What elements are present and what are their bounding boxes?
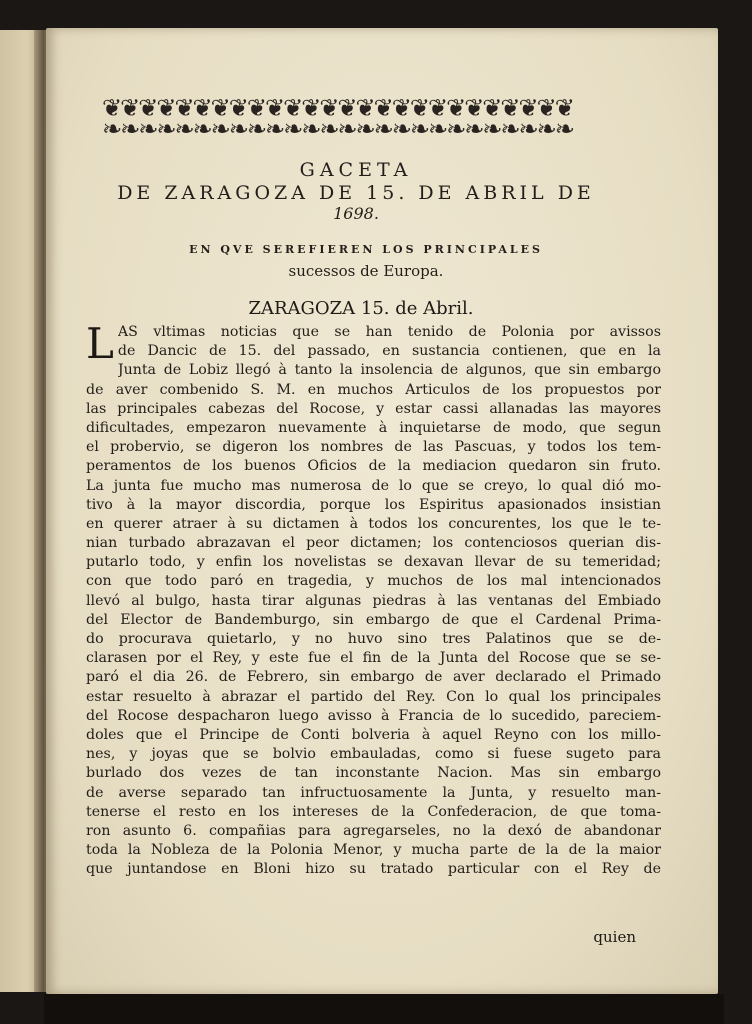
masthead-year: 1698. (333, 204, 379, 223)
article-body (86, 319, 661, 879)
ornament-border (102, 98, 662, 140)
text-line: llevó al bulgo, hasta tirar algunas piedras à las ventanas del Embiado (86, 592, 661, 609)
text-line: del Rocose despacharon luego avisso à Francia de lo sucedido, pareciem- (86, 707, 661, 724)
text-line: de averse separado tan infructuosamente la Junta, y resuelto man- (86, 784, 661, 801)
text-line: ron asunto 6. compañias para agregarseles, no la dexó de abandonar (86, 822, 661, 839)
text-line: tenerse el resto en los intereses de la Confederacion, de que toma- (86, 803, 661, 820)
text-line: las principales cabezas del Rocose, y estar cassi allanadas las mayores (86, 400, 661, 417)
book-gutter (34, 30, 44, 992)
text-line: de Dancic de 15. del passado, en sustancia contienen, que en la (117, 343, 661, 360)
text-line: que juntandose en Bloni hizo su tratado particular con el Rey de (86, 861, 661, 878)
dateline: ZARAGOZA 15. de Abril. (248, 298, 474, 319)
text-line: tivo à la mayor discordia, porque los Espiritus apasionados insistian (86, 496, 661, 513)
subtitle-line-1: EN QVE SEREFIEREN LOS PRINCIPALES (189, 243, 543, 256)
text-line: del Elector de Bandemburgo, sin embargo de que el Cardenal Prima- (86, 611, 661, 628)
text-line: el probervio, se digeron los nombres de las Pascuas, y todos los tem- (86, 439, 661, 456)
text-line: doles que el Principe de Conti bolveria à aquel Reyno con los millo- (86, 726, 661, 743)
text-line: putarlo todo, y enfin los novelistas se dexavan llevar de su temeridad; (86, 554, 661, 571)
text-line: toda la Nobleza de la Polonia Menor, y mucha parte de la de la maior (86, 842, 661, 859)
text-line: Junta de Lobiz llegó à tanto la insolencia de algunos, que sin embargo (117, 362, 661, 379)
text-line: nian turbado abrazavan el peor dictamen; los contenciosos querian dis- (86, 535, 661, 552)
ornament-row: ❧❧❧❧❧❧❧❧❧❧❧❧❧❧❧❧❧❧❧❧❧❧❧❧❧❧ (102, 115, 573, 140)
drop-cap: L (86, 319, 114, 368)
ornament-row: ❦❦❦❦❦❦❦❦❦❦❦❦❦❦❦❦❦❦❦❦❦❦❦❦❦❦ (102, 98, 573, 122)
text-line: estar resuelto à abrazar el partido del Rey. Con lo qual los principales (86, 688, 661, 705)
text-line: nes, y joyas que se bolvio embauladas, como si fuese sugeto para (86, 746, 661, 763)
page-shadow (44, 994, 724, 1024)
text-line: burlado dos vezes de tan inconstante Nacion. Mas sin embargo (86, 765, 661, 782)
text-line: peramentos de los buenos Oficios de la mediacion quedaron sin fruto. (86, 458, 661, 475)
text-line: en querer atraer à su dictamen à todos los concurentes, los que le te- (86, 515, 661, 532)
text-line: dificultades, empezaron nuevamente à inquietarse de modo, que segun (86, 419, 661, 436)
text-line: La junta fue mucho mas numerosa de lo que se creyo, lo qual dió mo- (86, 477, 661, 494)
text-line: clarasen por el Rey, y este fue el fin de la Junta del Rocose que se se- (86, 650, 661, 667)
text-line: do procurava quietarlo, y no huvo sino tres Palatinos que se de- (86, 631, 661, 647)
text-line: AS vltimas noticias que se han tenido de Polonia por avissos (117, 324, 661, 340)
subtitle-line-2: sucessos de Europa. (288, 262, 444, 280)
masthead (96, 158, 616, 224)
masthead-title: GACETA (299, 159, 413, 181)
text-line: de aver combenido S. M. en muchos Articulos de los propuestos por (86, 381, 661, 398)
text-line: con que todo paró en tragedia, y muchos de los mal intencionados (86, 573, 661, 590)
masthead-date: DE ZARAGOZA DE 15. DE ABRIL DE (117, 182, 595, 204)
catchword: quien (593, 928, 636, 946)
document-page (46, 28, 718, 994)
text-line: paró el dia 26. de Febrero, sin embargo de aver declarado el Primado (86, 669, 661, 686)
subtitle (106, 240, 626, 282)
